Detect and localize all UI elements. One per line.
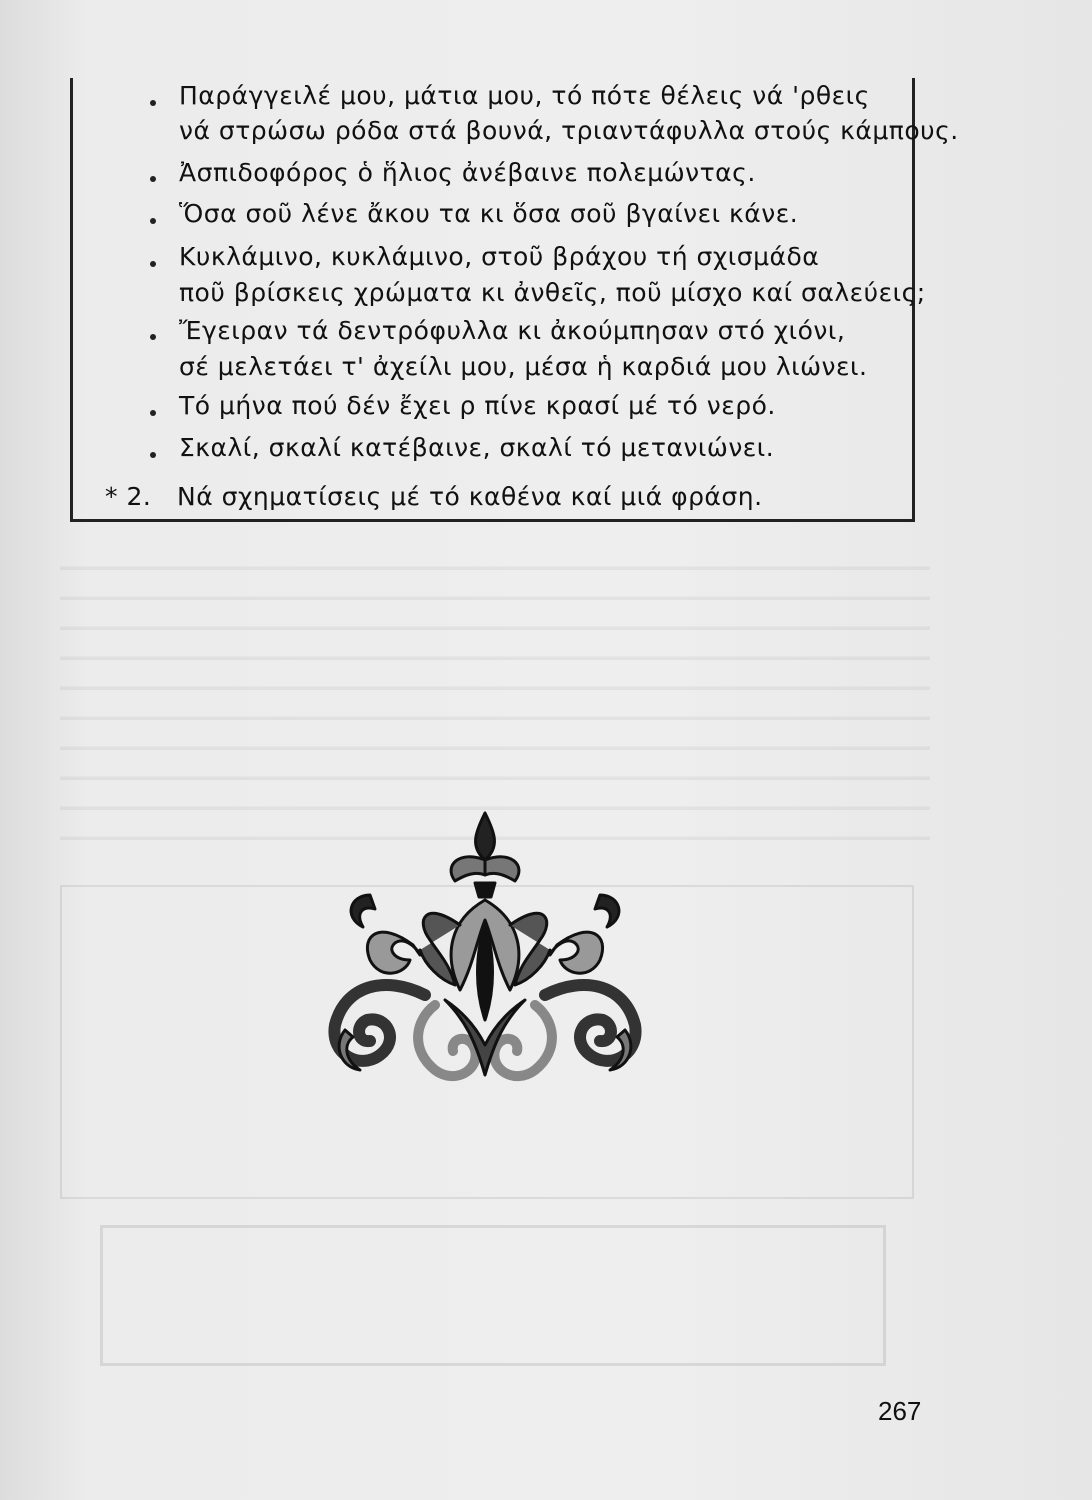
bullet (150, 452, 156, 458)
task-instruction: Νά σχηματίσεις μέ τό καθένα καί μιά φράση. (177, 482, 763, 511)
exercise-box (70, 78, 959, 522)
bleed-through-text (60, 540, 930, 840)
proverb-line: Τό μήνα πού δέν ἔχει ρ πίνε κρασί μέ τό νερό. (179, 391, 776, 420)
bullet (150, 261, 156, 267)
proverb-line: Ἀσπιδοφόρος ὁ ἥλιος ἀνέβαινε πολεμώντας. (179, 158, 756, 187)
bullet (150, 334, 156, 340)
bullet (150, 100, 156, 106)
proverb-line: Παράγγειλέ μου, μάτια μου, τό πότε θέλεις νά 'ρθεις (179, 81, 870, 110)
bullet (150, 410, 156, 416)
proverb-line: Σκαλί, σκαλί κατέβαινε, σκαλί τό μετανιώνει. (179, 433, 775, 462)
proverb-line: Ἔγειραν τά δεντρόφυλλα κι ἀκούμπησαν στό χιόνι, (179, 316, 846, 345)
proverb-line: νά στρώσω ρόδα στά βουνά, τριαντάφυλλα στούς κάμπους. (179, 116, 959, 145)
bullet (150, 176, 156, 182)
floral-ornament-icon (325, 805, 645, 1105)
proverb-line: Ὅσα σοῦ λένε ἄκου τα κι ὅσα σοῦ βγαίνει κάνε. (179, 199, 799, 228)
page-number: 267 (878, 1396, 922, 1426)
proverb-line: ποῦ βρίσκεις χρώματα κι ἀνθεῖς, ποῦ μίσχο καί σαλεύεις; (179, 278, 926, 307)
task-marker: * 2. (105, 482, 152, 511)
bullet (150, 218, 156, 224)
proverb-line: Κυκλάμινο, κυκλάμινο, στοῦ βράχου τή σχισμάδα (179, 242, 820, 271)
bleed-through-box (100, 1225, 886, 1366)
proverb-line: σέ μελετάει τ' ἀχείλι μου, μέσα ἡ καρδιά μου λιώνει. (179, 352, 868, 381)
